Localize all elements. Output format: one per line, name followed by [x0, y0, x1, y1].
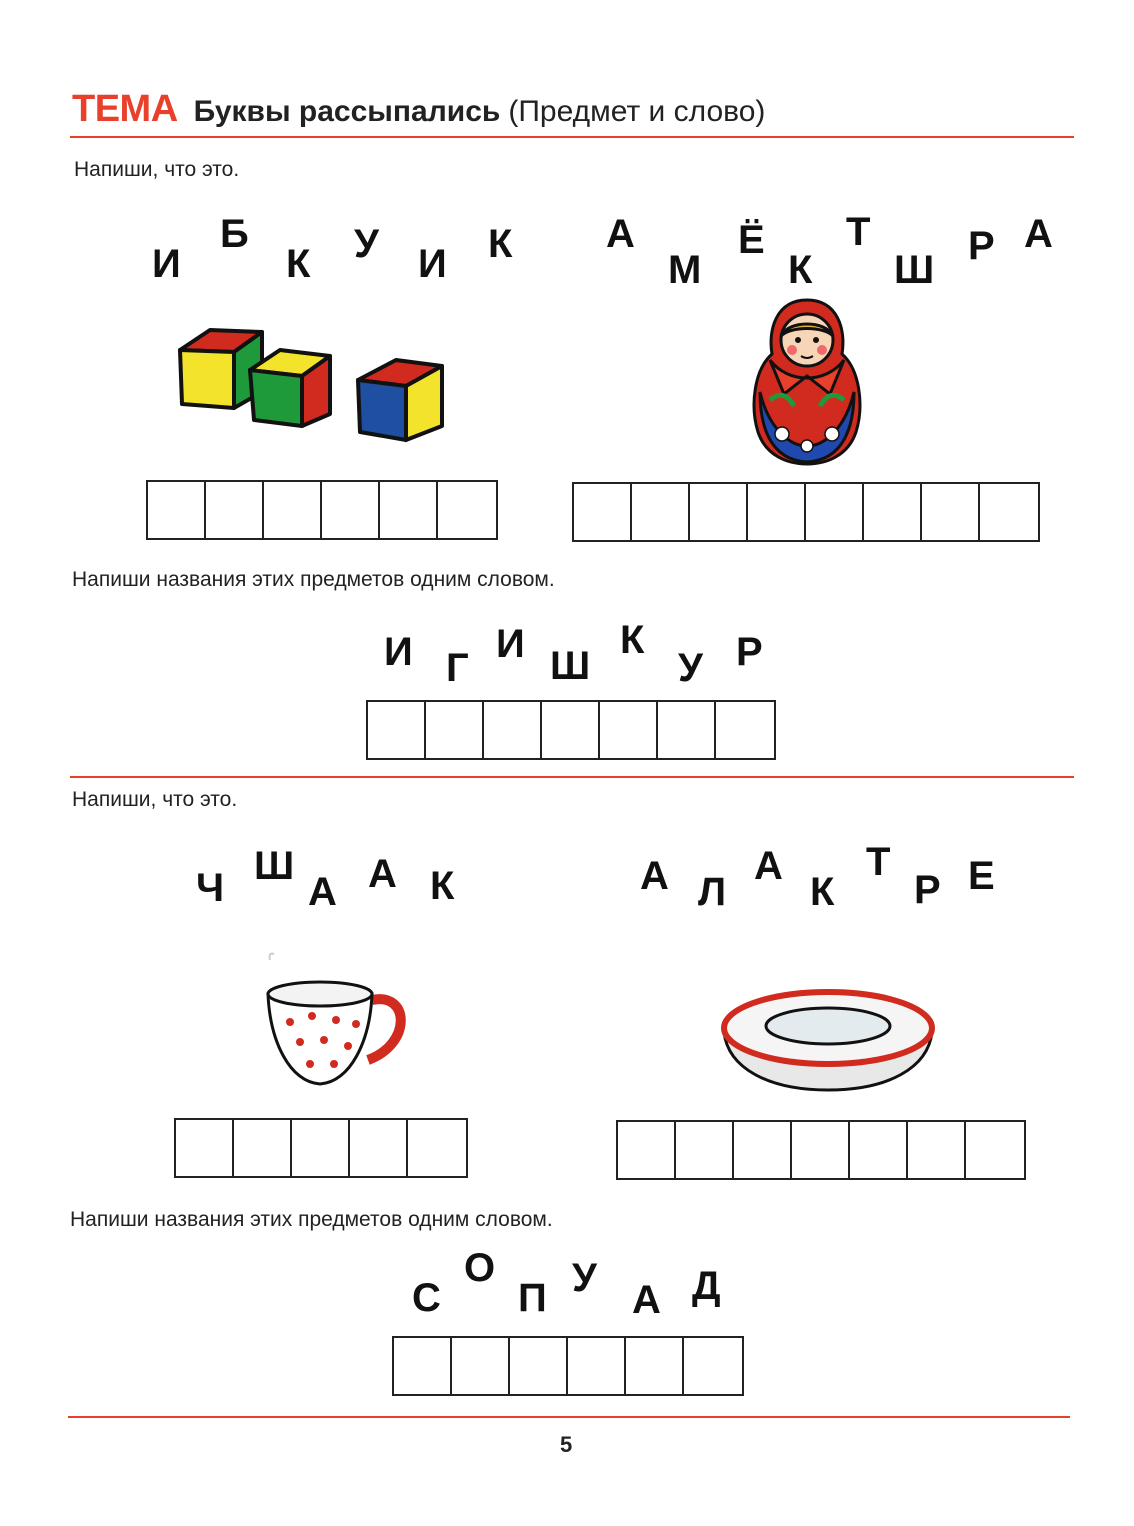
- cup-image: [260, 952, 410, 1092]
- page-header: [72, 88, 765, 131]
- page-subtitle: (Предмет и слово): [508, 95, 766, 128]
- scrambled-letter: А: [754, 844, 783, 888]
- scrambled-letter: К: [810, 870, 835, 914]
- scrambled-letter: У: [354, 222, 379, 266]
- scrambled-letter: Ч: [196, 866, 225, 910]
- scrambled-letter: О: [464, 1246, 496, 1290]
- answer-cell[interactable]: [292, 1120, 350, 1176]
- answer-cell[interactable]: [510, 1338, 568, 1394]
- scrambled-letter: Л: [698, 870, 727, 914]
- answer-cell[interactable]: [966, 1122, 1024, 1178]
- scrambled-letter: И: [384, 630, 413, 674]
- answer-cell[interactable]: [716, 702, 774, 758]
- instruction-3: Напиши, что это.: [72, 788, 238, 811]
- answer-cell[interactable]: [176, 1120, 234, 1176]
- footer-divider: [68, 1416, 1070, 1418]
- answer-cell[interactable]: [690, 484, 748, 540]
- answer-boxes-cup[interactable]: [174, 1118, 468, 1178]
- scrambled-letter: К: [286, 242, 311, 286]
- scrambled-letter: И: [496, 622, 525, 666]
- scrambled-letter: А: [640, 854, 669, 898]
- scrambled-letter: Р: [968, 224, 995, 268]
- answer-cell[interactable]: [850, 1122, 908, 1178]
- answer-cell[interactable]: [408, 1120, 466, 1176]
- answer-cell[interactable]: [542, 702, 600, 758]
- answer-cell[interactable]: [350, 1120, 408, 1176]
- answer-cell[interactable]: [394, 1338, 452, 1394]
- answer-cell[interactable]: [600, 702, 658, 758]
- section-divider: [70, 776, 1074, 778]
- answer-cell[interactable]: [452, 1338, 510, 1394]
- header-divider: [70, 136, 1074, 138]
- scrambled-letter: Р: [736, 630, 763, 674]
- answer-cell[interactable]: [632, 484, 690, 540]
- scrambled-letter: Г: [446, 646, 469, 690]
- scrambled-letter: М: [668, 248, 702, 292]
- answer-cell[interactable]: [626, 1338, 684, 1394]
- answer-cell[interactable]: [368, 702, 426, 758]
- answer-boxes-saucer[interactable]: [616, 1120, 1026, 1180]
- scrambled-letter: П: [518, 1276, 547, 1320]
- scrambled-letter: И: [152, 242, 181, 286]
- answer-cell[interactable]: [734, 1122, 792, 1178]
- answer-boxes-toys[interactable]: [366, 700, 776, 760]
- answer-cell[interactable]: [792, 1122, 850, 1178]
- scrambled-letter: Е: [968, 854, 995, 898]
- scrambled-letter: А: [1024, 212, 1053, 256]
- answer-cell[interactable]: [908, 1122, 966, 1178]
- answer-cell[interactable]: [618, 1122, 676, 1178]
- scrambled-letter: А: [308, 870, 337, 914]
- scrambled-letter: Р: [914, 868, 941, 912]
- scrambled-letter: У: [678, 646, 703, 690]
- answer-cell[interactable]: [206, 482, 264, 538]
- answer-cell[interactable]: [438, 482, 496, 538]
- answer-boxes-matryoshka[interactable]: [572, 482, 1040, 542]
- cubes-image: [170, 322, 460, 452]
- instruction-2: Напиши названия этих предметов одним словом.: [72, 568, 555, 591]
- instruction-1: Напиши, что это.: [74, 158, 240, 181]
- scrambled-letter: А: [368, 852, 397, 896]
- answer-cell[interactable]: [806, 484, 864, 540]
- answer-cell[interactable]: [148, 482, 206, 538]
- scrambled-letter: К: [488, 222, 513, 266]
- answer-boxes-cubes[interactable]: [146, 480, 498, 540]
- answer-cell[interactable]: [658, 702, 716, 758]
- scrambled-letter: И: [418, 242, 447, 286]
- scrambled-letter: Ш: [254, 844, 295, 888]
- answer-cell[interactable]: [264, 482, 322, 538]
- scrambled-letter: К: [788, 248, 813, 292]
- scrambled-letter: А: [632, 1278, 661, 1322]
- page-number: 5: [560, 1432, 573, 1457]
- saucer-image: [718, 982, 938, 1094]
- topic-label: ТЕМА: [72, 88, 178, 130]
- answer-cell[interactable]: [922, 484, 980, 540]
- scrambled-letter: Т: [846, 210, 871, 254]
- answer-cell[interactable]: [864, 484, 922, 540]
- answer-cell[interactable]: [426, 702, 484, 758]
- scrambled-letter: С: [412, 1276, 441, 1320]
- scrambled-letter: У: [572, 1256, 597, 1300]
- instruction-4: Напиши названия этих предметов одним словом.: [70, 1208, 553, 1231]
- scrambled-letter: К: [430, 864, 455, 908]
- scrambled-letter: Д: [692, 1264, 721, 1308]
- answer-cell[interactable]: [676, 1122, 734, 1178]
- answer-boxes-dishes[interactable]: [392, 1336, 744, 1396]
- answer-cell[interactable]: [684, 1338, 742, 1394]
- answer-cell[interactable]: [748, 484, 806, 540]
- answer-cell[interactable]: [980, 484, 1038, 540]
- scrambled-letter: Ш: [550, 644, 591, 688]
- answer-cell[interactable]: [484, 702, 542, 758]
- answer-cell[interactable]: [380, 482, 438, 538]
- matryoshka-image: [748, 296, 866, 468]
- answer-cell[interactable]: [568, 1338, 626, 1394]
- scrambled-letter: А: [606, 212, 635, 256]
- page-title: Буквы рассыпались: [193, 95, 501, 128]
- answer-cell[interactable]: [322, 482, 380, 538]
- scrambled-letter: К: [620, 618, 645, 662]
- answer-cell[interactable]: [574, 484, 632, 540]
- scrambled-letter: Ё: [738, 218, 765, 262]
- answer-cell[interactable]: [234, 1120, 292, 1176]
- scrambled-letter: Т: [866, 840, 891, 884]
- scrambled-letter: Б: [220, 212, 249, 256]
- scrambled-letter: Ш: [894, 248, 935, 292]
